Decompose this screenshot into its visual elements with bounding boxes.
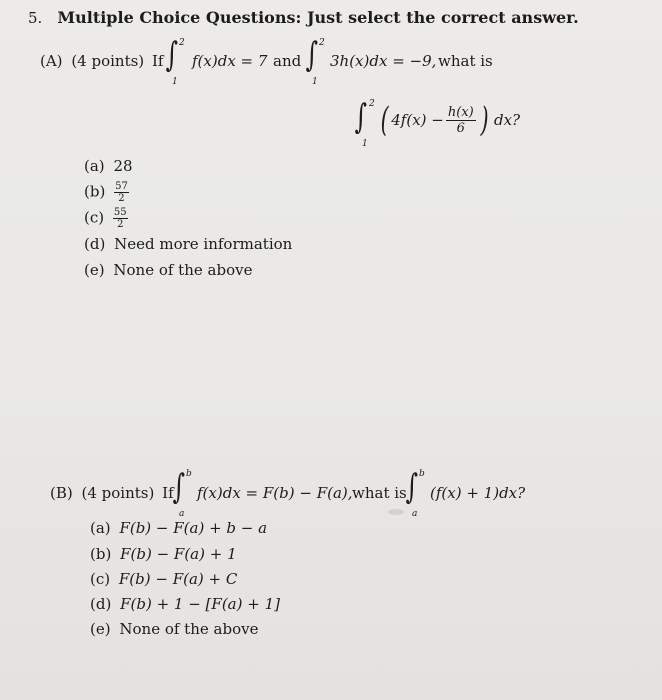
option-letter: (c) [90,570,111,588]
option-letter: (b) [84,182,106,201]
part-b-if: If [162,484,174,502]
part-b-integrand-2: (f(x) + 1)dx? [430,484,526,502]
part-a-label-row [40,52,163,70]
option-text: None of the above [119,620,259,638]
part-a-integrand-1: f(x)dx = 7 [192,52,268,70]
option-d[interactable] [84,235,292,253]
integral-sign: ∫ [354,97,368,137]
upper-limit: b [186,469,192,479]
option-text: Need more information [114,235,293,253]
fraction-numerator: 57 [115,181,128,192]
option-letter: (b) [90,545,112,563]
option-fraction [113,207,128,230]
lower-limit: 1 [172,77,178,87]
left-paren: ( [380,100,389,140]
option-text: 28 [113,157,133,175]
option-a[interactable] [90,519,267,537]
option-text: F(b) − F(a) + b − a [119,519,268,537]
part-b-label-row [50,484,174,502]
part-a-if: If [151,52,164,70]
paper-smudge [388,509,404,515]
part-a-label: (A) [40,52,63,70]
option-a[interactable] [84,157,133,175]
integral-sign: ∫ [305,35,319,75]
option-e[interactable] [84,261,252,279]
upper-limit: 2 [179,38,185,48]
upper-limit: b [419,469,425,479]
question-number: 5. [28,9,43,27]
option-c[interactable] [90,570,237,588]
integral-sign: ∫ [165,35,179,75]
right-paren: ) [480,100,489,140]
option-b[interactable] [90,545,237,563]
option-letter: (d) [84,235,106,253]
option-letter: (e) [84,261,105,279]
fraction-numerator: h(x) [447,104,474,120]
option-letter: (c) [84,208,105,227]
option-text: F(b) − F(a) + C [118,570,238,588]
option-text: None of the above [113,261,253,279]
option-letter: (e) [90,620,111,638]
lower-limit: 1 [362,139,368,149]
part-b-label: (B) [50,484,73,502]
lower-limit: a [412,509,418,519]
part-b-points: (4 points) [81,484,155,502]
lower-limit: a [179,509,185,519]
fraction-numerator: 55 [113,207,127,218]
lower-limit: 1 [312,77,318,87]
part-a-integrand-2: 3h(x)dx = −9, [330,52,437,70]
target-close: dx? [494,111,521,129]
fraction-denominator: 2 [118,193,125,204]
upper-limit: 2 [319,38,325,48]
target-open: 4f(x) − [391,111,444,129]
part-a-target-expression [378,100,520,140]
fraction-denominator: 6 [456,120,465,136]
part-a-what-is: what is [438,52,493,70]
option-text: F(b) − F(a) + 1 [120,545,237,563]
option-e[interactable] [90,620,258,638]
option-letter: (a) [84,157,105,175]
integral-sign: ∫ [405,467,419,507]
option-c[interactable] [84,207,128,230]
option-letter: (a) [90,519,111,537]
part-a-and: and [273,52,302,70]
part-b-integrand-1: f(x)dx = F(b) − F(a), [197,484,353,502]
question-title: Multiple Choice Questions: Just select the correct answer. [57,8,579,27]
option-letter: (d) [90,595,112,613]
fraction-denominator: 2 [117,219,124,230]
integral-sign: ∫ [172,467,186,507]
target-fraction [446,105,476,136]
part-b-what-is: what is [352,484,407,502]
option-text: F(b) + 1 − [F(a) + 1] [120,595,280,613]
option-b[interactable] [84,181,129,204]
option-fraction [114,181,129,204]
question-heading [28,8,579,27]
option-d[interactable] [90,595,280,613]
part-a-points: (4 points) [71,52,145,70]
upper-limit: 2 [369,99,375,109]
